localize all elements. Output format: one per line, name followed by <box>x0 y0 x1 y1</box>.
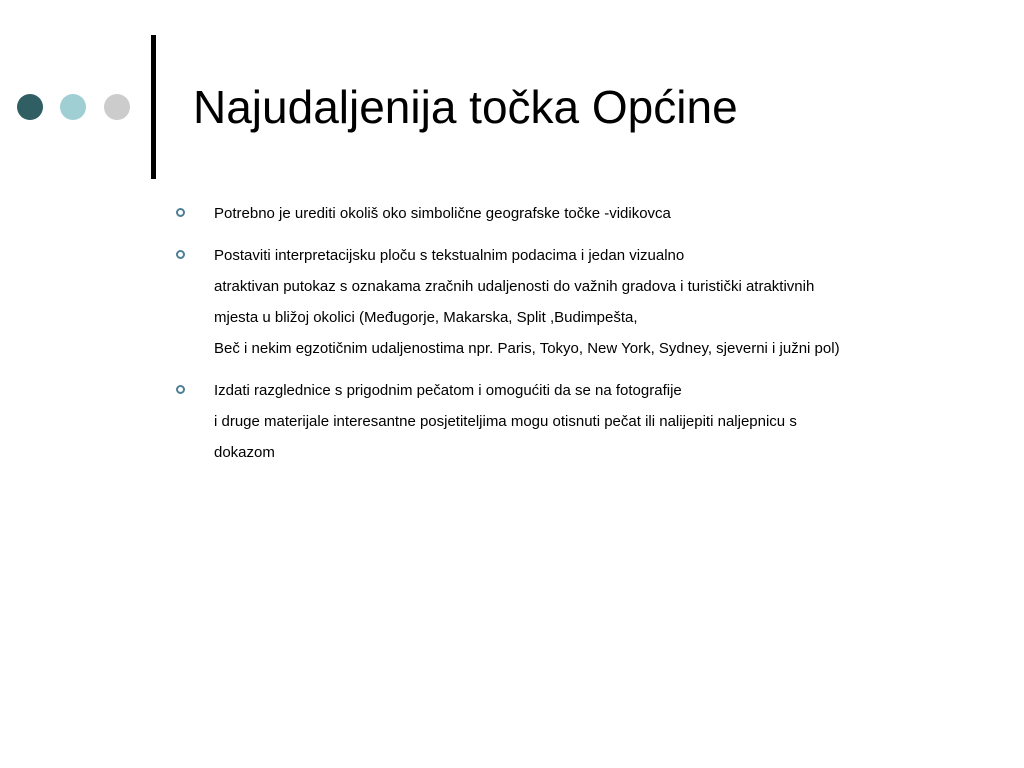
bullet-ring-icon <box>176 385 185 394</box>
bullet-ring-icon <box>176 208 185 217</box>
bullet-text-line: Potrebno je urediti okoliš oko simbolične geografske točke -vidikovca <box>214 205 671 222</box>
bullet-text-line: atraktivan putokaz s oznakama zračnih udaljenosti do važnih gradova i turistički atraktivnih <box>214 278 815 295</box>
bullet-item <box>176 375 976 468</box>
bullet-text-line: i druge materijale interesantne posjetiteljima mogu otisnuti pečat ili nalijepiti naljepnicu s <box>214 413 797 430</box>
bullet-ring-icon <box>176 250 185 259</box>
slide-title: Najudaljenija točka Općine <box>193 81 738 133</box>
vertical-rule <box>151 35 156 179</box>
bullet-list <box>176 198 976 479</box>
bullet-text-line: dokazom <box>214 444 275 461</box>
decorative-dots <box>17 94 137 120</box>
bullet-text-line: Postaviti interpretacijsku ploču s tekstualnim podacima i jedan vizualno <box>214 247 685 264</box>
gray-dot <box>104 94 130 120</box>
bullet-item <box>176 240 976 364</box>
dark-teal-dot <box>17 94 43 120</box>
bullet-item <box>176 198 976 229</box>
light-teal-dot <box>60 94 86 120</box>
bullet-text-line: Beč i nekim egzotičnim udaljenostima npr. Paris, Tokyo, New York, Sydney, sjeverni i južni pol) <box>214 340 840 357</box>
bullet-text-line: Izdati razglednice s prigodnim pečatom i omogućiti da se na fotografije <box>214 382 682 399</box>
bullet-text-line: mjesta u bližoj okolici (Međugorje, Makarska, Split ,Budimpešta, <box>214 309 638 326</box>
